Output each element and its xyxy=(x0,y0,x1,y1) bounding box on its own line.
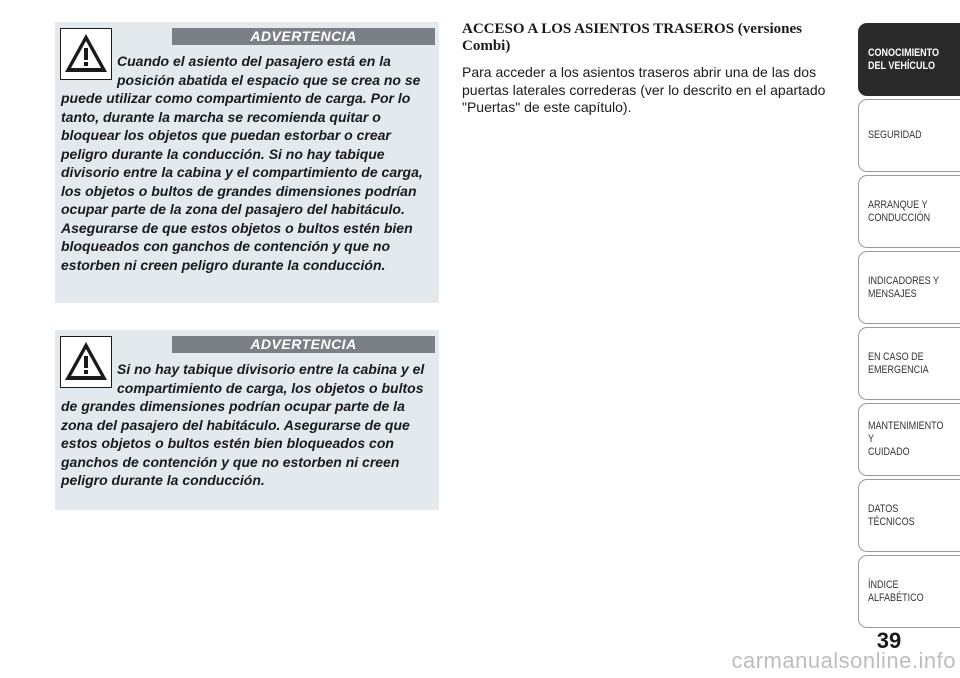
tab-label: CONOCIMIENTO DEL VEHÍCULO xyxy=(868,46,939,72)
tab-indice-alfabetico[interactable] xyxy=(858,555,960,628)
warning-text: Cuando el asiento del pasajero está en la posición abatida el espacio que se crea no se puede utilizar como compartimiento de carga. Por lo tanto, durante la marcha se recomienda quitar o bloquear los objetos que puedan estorbar o crear peligro durante la conducción. Si no hay tabique divisorio entre la cabina y el compartimiento de carga, los objetos o bultos de grandes dimensiones podrían ocupar parte de la zona del pasajero del habitáculo. Asegurarse de que estos objetos o bultos estén bien bloqueados con ganchos de contención y que no estorben ni creen peligro durante la conducción. xyxy=(61,53,423,273)
tab-label: MANTENIMIENTO Y CUIDADO xyxy=(868,420,944,458)
section-body: Para acceder a los asientos traseros abrir una de las dos puertas laterales correderas (ver lo descrito en el apartado "Puertas" de este capítulo). xyxy=(462,64,826,115)
warning-box-1 xyxy=(55,22,439,303)
warning-text: Si no hay tabique divisorio entre la cabina y el compartimiento de carga, los objetos o bultos de grandes dimensiones podrían ocupar parte de la zona del pasajero del habitáculo. Asegurarse de que estos objetos o bultos estén bien bloqueados con ganchos de contención y que no estorben ni creen peligro durante la conducción. xyxy=(61,361,425,488)
tab-en-caso-de-emergencia[interactable] xyxy=(858,327,960,400)
tab-seguridad[interactable] xyxy=(858,99,960,172)
tab-datos-tecnicos[interactable] xyxy=(858,479,960,552)
tab-label: SEGURIDAD xyxy=(868,129,922,141)
tab-label: EN CASO DE EMERGENCIA xyxy=(868,350,929,376)
warning-box-2 xyxy=(55,330,439,510)
tab-label: ÍNDICE ALFABÉTICO xyxy=(868,578,924,604)
tab-arranque-y-conduccion[interactable] xyxy=(858,175,960,248)
watermark: carmanualsonline.info xyxy=(731,648,956,673)
tab-mantenimiento-y-cuidado[interactable] xyxy=(858,403,960,476)
tab-indicadores-y-mensajes[interactable] xyxy=(858,251,960,324)
tab-label: ARRANQUE Y CONDUCCIÓN xyxy=(868,198,931,224)
warning-title: ADVERTENCIA xyxy=(172,28,435,45)
warning-title: ADVERTENCIA xyxy=(172,336,435,353)
page-number: 39 xyxy=(876,628,902,653)
tab-label: INDICADORES Y MENSAJES xyxy=(868,274,940,300)
tab-conocimiento-del-vehiculo[interactable] xyxy=(858,23,960,96)
tab-label: DATOS TÉCNICOS xyxy=(868,502,915,528)
section-title: ACCESO A LOS ASIENTOS TRASEROS (versiones Combi) xyxy=(462,21,802,54)
